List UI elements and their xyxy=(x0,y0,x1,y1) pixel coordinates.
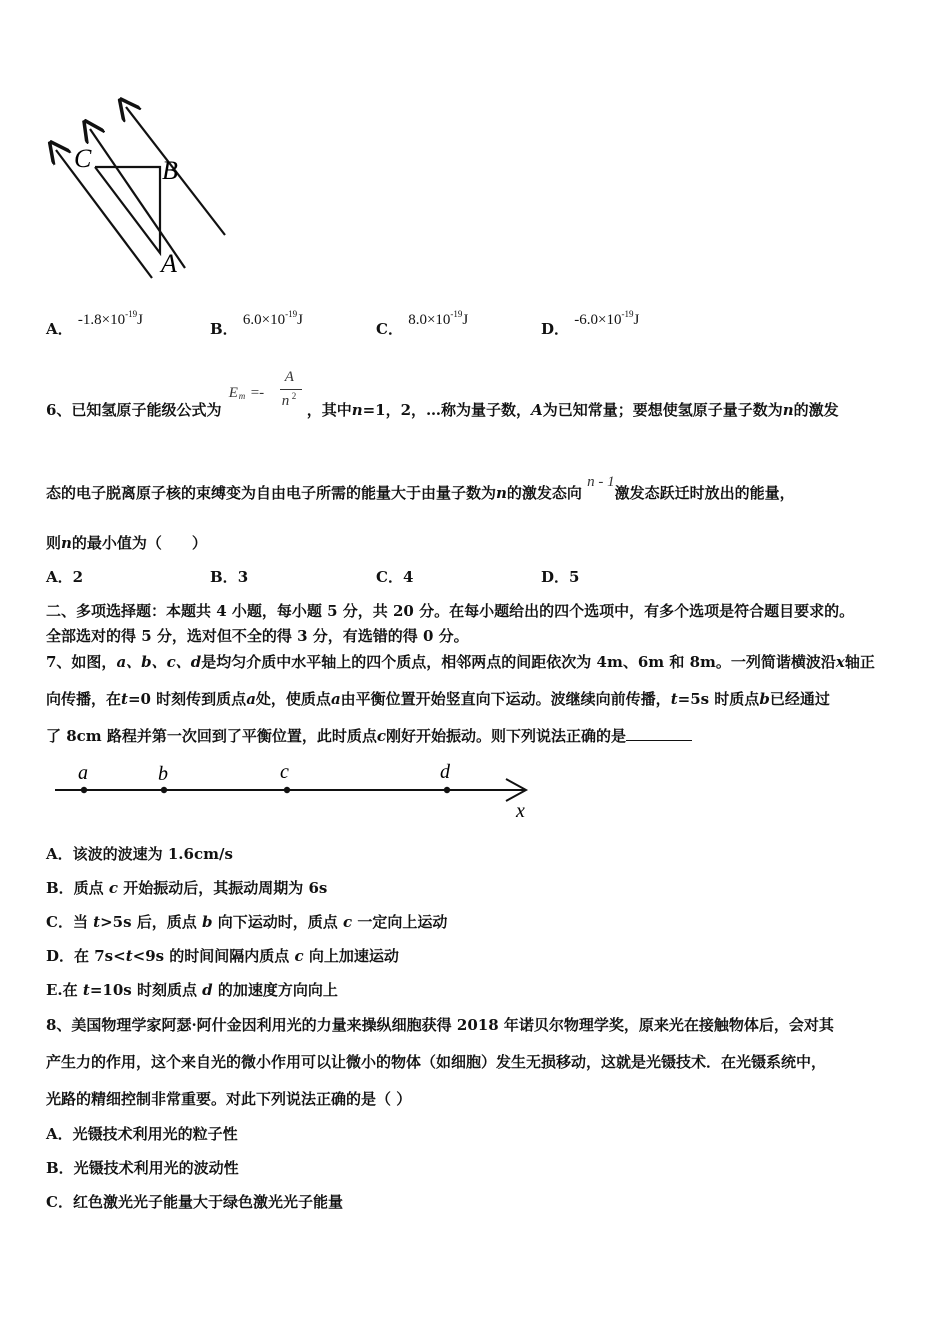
option-letter: C． xyxy=(376,320,403,338)
option-exp: -19 xyxy=(450,309,463,319)
formula-e: E xyxy=(228,385,238,401)
formula-den-exp: 2 xyxy=(291,391,297,401)
opt-text: B．质点 xyxy=(46,879,109,897)
q7-text: 刚好开始振动。则下列说法正确的是 xyxy=(386,727,627,745)
q6-n: n xyxy=(351,401,363,419)
option-value: 6.0 xyxy=(242,312,262,328)
option-times: ×10 xyxy=(426,312,451,328)
q8-option-b[interactable]: B．光镊技术利用光的波动性 xyxy=(46,1159,239,1177)
label-c: C xyxy=(74,144,92,173)
q8-option-a[interactable]: A．光镊技术利用光的粒子性 xyxy=(46,1125,238,1143)
q7-text: 7、如图， xyxy=(46,653,117,671)
q7-text: 处，使质点 xyxy=(255,690,331,708)
option-unit: J xyxy=(137,312,143,328)
q6-n: n xyxy=(61,534,72,552)
label-a: A xyxy=(161,249,177,278)
q6-option-a[interactable] xyxy=(46,566,83,587)
opt-var: t xyxy=(125,947,133,965)
opt-text: 向下运动时，质点 xyxy=(212,913,343,931)
opt-var: t xyxy=(82,981,90,999)
opt-text: 向上加速运动 xyxy=(303,947,399,965)
q6-text: 的激发 xyxy=(793,401,839,419)
q5-option-b[interactable] xyxy=(210,309,303,339)
formula-den: n xyxy=(281,393,290,409)
option-times: ×10 xyxy=(598,312,622,328)
option-exp: -19 xyxy=(125,309,138,319)
q8-line-2: 产生力的作用，这个来自光的微小作用可以让微小的物体（如细胞）发生无损移动，这就是光镊技术．在光镊系统中， xyxy=(46,1053,827,1071)
option-unit: J xyxy=(297,312,303,328)
q6-text: 的最小值为（ ） xyxy=(71,534,207,552)
q6-n: n xyxy=(782,401,794,419)
point-b xyxy=(161,787,167,793)
point-d xyxy=(444,787,450,793)
q7-text: =0 时刻传到质点 xyxy=(127,690,247,708)
q7-x: x xyxy=(835,653,845,671)
option-letter: A． xyxy=(46,320,73,338)
q7-text: =5s 时质点 xyxy=(677,690,760,708)
field-lines-figure xyxy=(40,95,240,285)
field-line-1 xyxy=(56,150,152,278)
q6-text: ，其中 xyxy=(306,401,352,419)
opt-text: E.在 xyxy=(46,981,83,999)
q6-text: 则 xyxy=(46,534,62,552)
q7-text: 是均匀介质中水平轴上的四个质点，相邻两点的间距依次为 4m、6m 和 8m。一列简谐横波沿 xyxy=(201,653,836,671)
q7-option-c[interactable] xyxy=(46,911,447,932)
q6-line-3 xyxy=(46,532,207,553)
opt-var: c xyxy=(108,879,119,897)
option-value: 8.0 xyxy=(408,312,427,328)
q7-line-1 xyxy=(46,651,875,672)
q8-option-c[interactable]: C．红色激光光子能量大于绿色激光光子能量 xyxy=(46,1193,343,1211)
option-exp: -19 xyxy=(285,309,298,319)
option-letter: B． xyxy=(210,320,238,338)
opt-text: >5s 后，质点 xyxy=(100,913,203,931)
opt-var: b xyxy=(202,913,213,931)
q5-option-a[interactable] xyxy=(46,309,143,339)
q7-text: 轴正 xyxy=(844,653,875,671)
point-d-label: d xyxy=(440,761,450,783)
opt-text: 开始振动后，其振动周期为 6s xyxy=(118,879,328,897)
q6-text: 为已知常量；要想使氢原子量子数为 xyxy=(542,401,783,419)
q7-a: a xyxy=(330,690,341,708)
q7-b: b xyxy=(759,690,770,708)
opt-text: <9s 的时间间隔内质点 xyxy=(132,947,295,965)
option-unit: J xyxy=(462,312,469,328)
option-value: 2 xyxy=(72,568,84,586)
triangle-cba xyxy=(95,167,160,253)
q6-text: 态的电子脱离原子核的束缚变为自由电子所需的能量大于由量子数为 xyxy=(46,484,497,502)
q7-t: t xyxy=(121,690,128,708)
q7-option-d[interactable] xyxy=(46,945,399,966)
q7-option-a[interactable]: A．该波的波速为 1.6cm/s xyxy=(46,845,233,863)
label-b: B xyxy=(162,156,178,185)
q7-option-b[interactable] xyxy=(46,877,327,898)
opt-var: t xyxy=(93,913,101,931)
option-exp: -19 xyxy=(621,309,634,319)
section2-line-1: 二、多项选择题：本题共 4 小题，每小题 5 分，共 20 分。在每小题给出的四个选项中，有多个选项是符合题目要求的。 xyxy=(46,602,855,620)
q6-a: A xyxy=(531,401,543,419)
q7-option-e[interactable] xyxy=(46,979,338,1000)
q7-t: t xyxy=(670,690,678,708)
formula-eq: =- xyxy=(250,385,265,401)
option-value: -6.0 xyxy=(574,312,598,328)
point-c xyxy=(284,787,290,793)
q8-line-1: 8、美国物理学家阿瑟·阿什金因利用光的力量来操纵细胞获得 2018 年诺贝尔物理学奖，原来光在接触物体后，会对其 xyxy=(46,1016,834,1034)
option-unit: J xyxy=(633,312,640,328)
q6-text: =1，2，…称为量子数， xyxy=(362,401,532,419)
q6-n: n xyxy=(496,484,507,502)
point-b-label: b xyxy=(158,763,168,785)
opt-text: =10s 时刻质点 xyxy=(89,981,203,999)
q6-text: 的激发态向 xyxy=(506,484,582,502)
q6-option-b[interactable] xyxy=(210,566,248,587)
q7-line-3 xyxy=(46,725,692,746)
opt-text: 的加速度方向向上 xyxy=(212,981,338,999)
q7-text: 了 8cm 路程并第一次回到了平衡位置，此时质点 xyxy=(46,727,377,745)
option-letter: B． xyxy=(210,568,238,586)
point-a xyxy=(81,787,87,793)
section2-line-2: 全部选对的得 5 分，选对但不全的得 3 分，有选错的得 0 分。 xyxy=(46,627,469,645)
q6-option-d[interactable] xyxy=(541,566,579,587)
answer-blank[interactable] xyxy=(626,728,692,741)
n-minus-1: n - 1 xyxy=(587,474,615,490)
q7-a: a xyxy=(246,690,256,708)
q5-option-d[interactable] xyxy=(541,309,640,339)
q7-text: 已经通过 xyxy=(769,690,830,708)
option-letter: D． xyxy=(541,320,570,338)
opt-var: c xyxy=(342,913,353,931)
q7-text: 由平衡位置开始竖直向下运动。波继续向前传播， xyxy=(340,690,671,708)
opt-var: c xyxy=(294,947,304,965)
q7-line-2 xyxy=(46,688,830,709)
q6-line-2 xyxy=(46,474,795,503)
option-letter: C． xyxy=(376,568,403,586)
option-value: 4 xyxy=(402,568,414,586)
formula-sub: m xyxy=(238,391,246,401)
option-letter: A． xyxy=(46,568,73,586)
option-letter: D． xyxy=(541,568,570,586)
option-times: ×10 xyxy=(101,312,126,328)
point-a-label: a xyxy=(78,762,88,784)
energy-formula xyxy=(227,369,307,415)
point-c-label: c xyxy=(280,761,289,783)
option-times: ×10 xyxy=(261,312,286,328)
opt-text: C．当 xyxy=(46,913,94,931)
q7-vars: a、b、c、d xyxy=(116,653,202,671)
q6-text: 激发态跃迁时放出的能量， xyxy=(614,484,795,502)
opt-text: 一定向上运动 xyxy=(352,913,448,931)
q7-text: 向传播，在 xyxy=(46,690,122,708)
option-value: 3 xyxy=(237,568,249,586)
field-line-2 xyxy=(90,129,185,268)
option-value: -1.8 xyxy=(77,312,102,328)
q6-line-1 xyxy=(46,369,839,420)
particle-axis-figure xyxy=(50,755,540,825)
q7-c: c xyxy=(376,727,387,745)
option-value: 5 xyxy=(569,568,580,586)
x-axis-label: x xyxy=(516,800,525,822)
q6-option-c[interactable] xyxy=(376,566,413,587)
q5-option-c[interactable] xyxy=(376,309,469,339)
formula-num: A xyxy=(284,369,294,385)
opt-text: D．在 7s< xyxy=(46,947,126,965)
q6-prefix: 6、已知氢原子能级公式为 xyxy=(46,401,222,419)
q8-line-3: 光路的精细控制非常重要。对此下列说法正确的是（ ） xyxy=(46,1090,412,1108)
opt-var: d xyxy=(202,981,213,999)
